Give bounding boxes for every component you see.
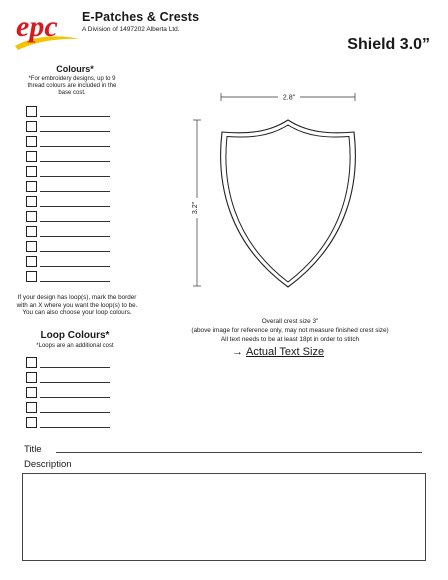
- colour-slot-input-line[interactable]: [40, 116, 110, 117]
- colour-slot-row: [26, 181, 116, 193]
- logo-text: epc: [16, 10, 58, 43]
- actual-text-size-sample: [232, 346, 324, 358]
- product-title: Shield 3.0”: [347, 36, 430, 53]
- colours-heading: Colours*: [56, 64, 94, 74]
- colour-slot-row: [26, 166, 116, 178]
- loop-colour-slot-checkbox[interactable]: [26, 357, 37, 368]
- loop-colour-slot-input-line[interactable]: [40, 397, 110, 398]
- height-label: 3.2": [192, 201, 199, 215]
- loop-colour-slot-checkbox[interactable]: [26, 372, 37, 383]
- colour-slot-checkbox[interactable]: [26, 256, 37, 267]
- title-input-line[interactable]: [56, 452, 422, 453]
- reference-disclaimer: (above image for reference only, may not measure finished crest size): [191, 327, 389, 334]
- loop-colour-slot-row: [26, 357, 116, 369]
- loop-instructions: If your design has loop(s), mark the border with an X where you want the loop(s) to be. You can also choose your loop colours.: [16, 294, 138, 317]
- colour-slot-checkbox[interactable]: [26, 211, 37, 222]
- colour-slot-input-line[interactable]: [40, 146, 110, 147]
- colour-slot-input-line[interactable]: [40, 191, 110, 192]
- shield-inner-outline: [226, 125, 350, 282]
- shield-outer-outline: [221, 120, 356, 287]
- company-division: A Division of 1497202 Alberta Ltd.: [82, 26, 180, 33]
- colour-slot-checkbox[interactable]: [26, 151, 37, 162]
- colour-slot-row: [26, 196, 116, 208]
- loop-colour-slot-row: [26, 387, 116, 399]
- actual-text-size-label: Actual Text Size: [246, 346, 325, 358]
- loop-colour-slot-row: [26, 372, 116, 384]
- loop-colour-slot-checkbox[interactable]: [26, 387, 37, 398]
- colour-slot-row: [26, 256, 116, 268]
- colour-slot-checkbox[interactable]: [26, 106, 37, 117]
- colour-slot-row: [26, 211, 116, 223]
- loop-colours-note: *Loops are an additional cost: [36, 343, 114, 349]
- loop-colour-slot-checkbox[interactable]: [26, 402, 37, 413]
- colour-slot-input-line[interactable]: [40, 221, 110, 222]
- width-dimension: [221, 92, 355, 102]
- colour-slot-checkbox[interactable]: [26, 166, 37, 177]
- colour-slot-row: [26, 151, 116, 163]
- colour-slot-row: [26, 121, 116, 133]
- colour-slot-checkbox[interactable]: [26, 226, 37, 237]
- colour-slot-input-line[interactable]: [40, 206, 110, 207]
- min-text-size-note: All text needs to be at least 18pt in order to stitch: [220, 336, 360, 343]
- colour-slot-input-line[interactable]: [40, 161, 110, 162]
- arrow-right-icon: →: [232, 346, 243, 358]
- colour-slot-row: [26, 241, 116, 253]
- colour-slot-input-line[interactable]: [40, 236, 110, 237]
- colour-slot-row: [26, 106, 116, 118]
- colour-slot-input-line[interactable]: [40, 131, 110, 132]
- title-label: Title: [24, 444, 42, 455]
- colour-slot-row: [26, 136, 116, 148]
- loop-colour-slot-row: [26, 417, 116, 429]
- company-name: E-Patches & Crests: [82, 10, 200, 24]
- colour-slot-checkbox[interactable]: [26, 181, 37, 192]
- description-input-box[interactable]: [22, 473, 426, 561]
- colour-slot-input-line[interactable]: [40, 251, 110, 252]
- colour-slot-row: [26, 226, 116, 238]
- loop-colour-slot-row: [26, 402, 116, 414]
- crest-size-caption: Overall crest size 3": [261, 318, 319, 325]
- loop-colour-slot-input-line[interactable]: [40, 412, 110, 413]
- colour-slot-input-line[interactable]: [40, 176, 110, 177]
- shield-template-drawing: [188, 88, 388, 298]
- colour-slot-input-line[interactable]: [40, 281, 110, 282]
- colour-slot-checkbox[interactable]: [26, 241, 37, 252]
- colours-note: *For embroidery designs, up to 9 thread colours are included in the base cost.: [27, 76, 117, 97]
- loop-colour-slot-input-line[interactable]: [40, 367, 110, 368]
- description-label: Description: [24, 459, 72, 470]
- colour-slot-checkbox[interactable]: [26, 271, 37, 282]
- height-dimension: [192, 120, 202, 286]
- colour-slot-checkbox[interactable]: [26, 196, 37, 207]
- loop-colour-slot-input-line[interactable]: [40, 382, 110, 383]
- width-label: 2.8": [282, 94, 296, 102]
- colour-slot-row: [26, 271, 116, 283]
- colour-slot-input-line[interactable]: [40, 266, 110, 267]
- colour-slot-checkbox[interactable]: [26, 136, 37, 147]
- loop-colours-heading: Loop Colours*: [40, 330, 110, 341]
- loop-colour-slot-input-line[interactable]: [40, 427, 110, 428]
- colour-slot-checkbox[interactable]: [26, 121, 37, 132]
- epc-logo: [12, 6, 82, 52]
- loop-colour-slot-checkbox[interactable]: [26, 417, 37, 428]
